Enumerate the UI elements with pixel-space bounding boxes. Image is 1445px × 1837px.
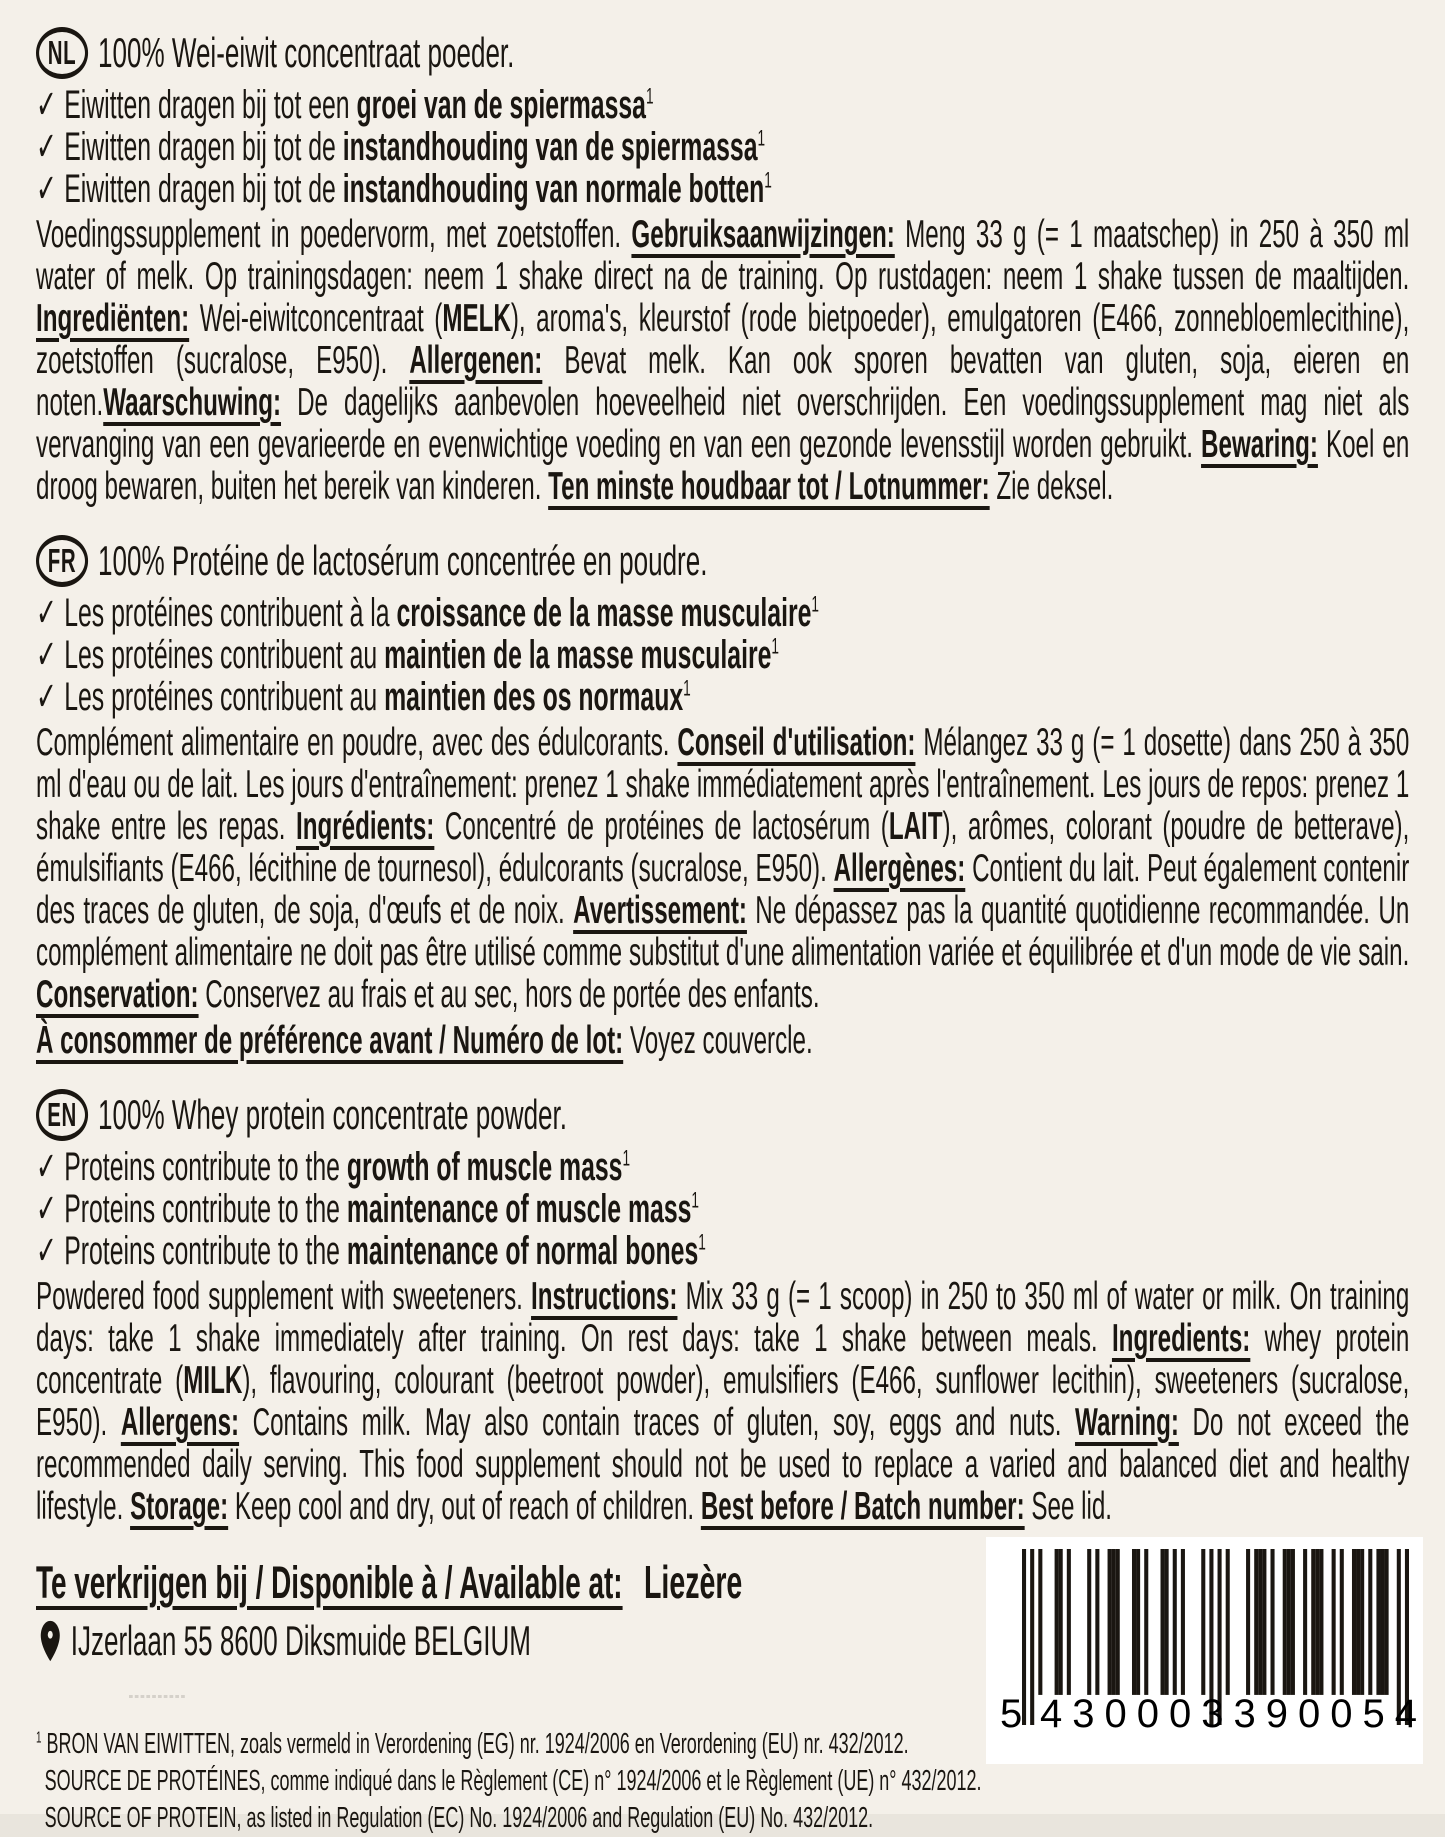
check-icon: ✓: [36, 1145, 57, 1189]
section-title: 100% Wei-eiwit concentraat poeder.: [98, 29, 515, 76]
location-pin-icon: [36, 1619, 65, 1663]
barcode-digit-lead: 5: [1000, 1692, 1023, 1736]
claim-text: Eiwitten dragen bij tot de instandhouding van de spiermassa$^1$: [64, 125, 766, 169]
claim-text: Eiwitten dragen bij tot de instandhouding van normale botten$^1$: [64, 167, 772, 211]
check-icon: ✓: [36, 125, 57, 169]
check-icon: ✓: [36, 83, 57, 127]
check-icon: ✓: [36, 675, 57, 719]
footnote-fr: SOURCE DE PROTÉINES, comme indiqué dans le Règlement (CE) n° 1924/2006 et le Règlement (UE) n° 432/2012.: [44, 1765, 982, 1797]
claim-item: [36, 1230, 1409, 1272]
check-icon: ✓: [36, 591, 57, 635]
footnote-en: SOURCE OF PROTEIN, as listed in Regulation (EC) No. 1924/2006 and Regulation (EU) No. 432/2012.: [44, 1802, 874, 1834]
section-nl-header: [36, 28, 1409, 78]
body-paragraph: Voedingssupplement in poedervorm, met zoetstoffen. Gebruiksaanwijzingen: Meng 33 g (= 1 maatschep) in 250 à 350 ml water of melk. Op trainingsdagen: neem 1 shake direct na de training. Op rustdagen: neem 1 shake tussen de maaltijden. Ingrediënten: Wei-eiwitconcentraat (MELK), aroma's, kleurstof (rode bietpoeder), emulgatoren (E466, zonnebloemlecithine), zoetstoffen (sucralose, E950). Allergenen: Bevat melk. Kan ook sporen bevatten van gluten, soja, eieren en noten.Waarschuwing: De dagelijks aanbevolen hoeveelheid niet overschrijden. Een voedingssupplement mag niet als vervanging van een gevarieerde en evenwichtige voeding en van een gezonde levensstijl worden gebruikt. Bewaring: Koel en droog bewaren, buiten het bereik van kinderen. Ten minste houdbaar tot / Lotnummer: Zie deksel.: [36, 213, 1410, 508]
body-paragraph-2: À consommer de préférence avant / Numéro de lot: Voyez couvercle.: [36, 1019, 813, 1062]
available-at-label: Te verkrijgen bij / Disponible à / Available at:: [36, 1557, 623, 1608]
section-en-header: [36, 1090, 1409, 1140]
claim-text: Eiwitten dragen bij tot een groei van de spiermassa$^1$: [64, 83, 654, 127]
footnote-nl: $^1$ BRON VAN EIWITTEN, zoals vermeld in Verordening (EG) nr. 1924/2006 en Verordening (EU) nr. 432/2012.: [36, 1728, 909, 1760]
claim-text: Les protéines contribuent au maintien de la masse musculaire$^1$: [64, 633, 780, 677]
claim-item: [36, 634, 1409, 676]
section-title: 100% Protéine de lactosérum concentrée en poudre.: [98, 537, 708, 584]
claim-item: [36, 676, 1409, 718]
section-title: 100% Whey protein concentrate powder.: [98, 1091, 568, 1138]
claim-text: Proteins contribute to the maintenance of muscle mass$^1$: [64, 1187, 700, 1231]
barcode-digit-group-1: 430003: [1040, 1692, 1234, 1736]
barcode: [986, 1537, 1427, 1764]
footnotes: [36, 1726, 982, 1837]
address-text: IJzerlaan 55 8600 Diksmuide BELGIUM: [70, 1617, 531, 1664]
barcode-digits: [1000, 1692, 1427, 1736]
body-paragraph: Complément alimentaire en poudre, avec des édulcorants. Conseil d'utilisation: Mélangez 33 g (= 1 dosette) dans 250 à 350 ml d'eau ou de lait. Les jours d'entraînement: prenez 1 shake immédiatement après l'entraînement. Les jours de repos: prenez 1 shake entre les repas. Ingrédients: Concentré de protéines de lactosérum (LAIT), arômes, colorant (poudre de betterave), émulsifiants (E466, lécithine de tournesol), édulcorants (sucralose, E950). Allergènes: Contient du lait. Peut également contenir des traces de gluten, de soja, d'œufs et de noix. Avertissement: Ne dépassez pas la quantité quotidienne recommandée. Un complément alimentaire ne doit pas être utilisé comme substitut d'une alimentation variée et équilibrée et d'un mode de vie sain. Conservation: Conservez au frais et au sec, hors de portée des enfants.: [36, 721, 1410, 1016]
claim-item: [36, 84, 1409, 126]
claim-item: [36, 592, 1409, 634]
language-badge-fr: FR: [36, 535, 88, 587]
section-en: [36, 1090, 1409, 1528]
claim-item: [36, 126, 1409, 168]
check-icon: ✓: [36, 167, 57, 211]
check-icon: ✓: [36, 633, 57, 677]
section-nl: [36, 28, 1409, 508]
language-badge-en: EN: [36, 1089, 88, 1141]
barcode-digit-group-2: 390054: [1233, 1692, 1427, 1736]
claim-item: [36, 1146, 1409, 1188]
claim-text: Proteins contribute to the growth of muscle mass$^1$: [64, 1145, 631, 1189]
check-icon: ✓: [36, 1229, 57, 1273]
claim-text: Proteins contribute to the maintenance of normal bones$^1$: [64, 1229, 706, 1273]
body-paragraph: Powdered food supplement with sweeteners. Instructions: Mix 33 g (= 1 scoop) in 250 to 350 ml of water or milk. On training days: take 1 shake immediately after training. On rest days: take 1 shake between meals. Ingredients: whey protein concentrate (MILK), flavouring, colourant (beetroot powder), emulsifiers (E466, sunflower lecithin), sweeteners (sucralose, E950). Allergens: Contains milk. May also contain traces of gluten, soy, eggs and nuts. Warning: Do not exceed the recommended daily serving. This food supplement should not be used to replace a varied and balanced diet and healthy lifestyle. Storage: Keep cool and dry, out of reach of children. Best before / Batch number: See lid.: [36, 1275, 1410, 1528]
claim-text: Les protéines contribuent à la croissance de la masse musculaire$^1$: [64, 591, 820, 635]
section-fr: [36, 536, 1409, 1062]
claim-text: Les protéines contribuent au maintien des os normaux$^1$: [64, 675, 691, 719]
retailer-name: Liezère: [643, 1556, 743, 1608]
claim-item: [36, 168, 1409, 210]
section-fr-header: [36, 536, 1409, 586]
fold-mark: [129, 1695, 185, 1698]
claim-item: [36, 1188, 1409, 1230]
language-badge-nl: NL: [36, 27, 88, 79]
check-icon: ✓: [36, 1187, 57, 1231]
